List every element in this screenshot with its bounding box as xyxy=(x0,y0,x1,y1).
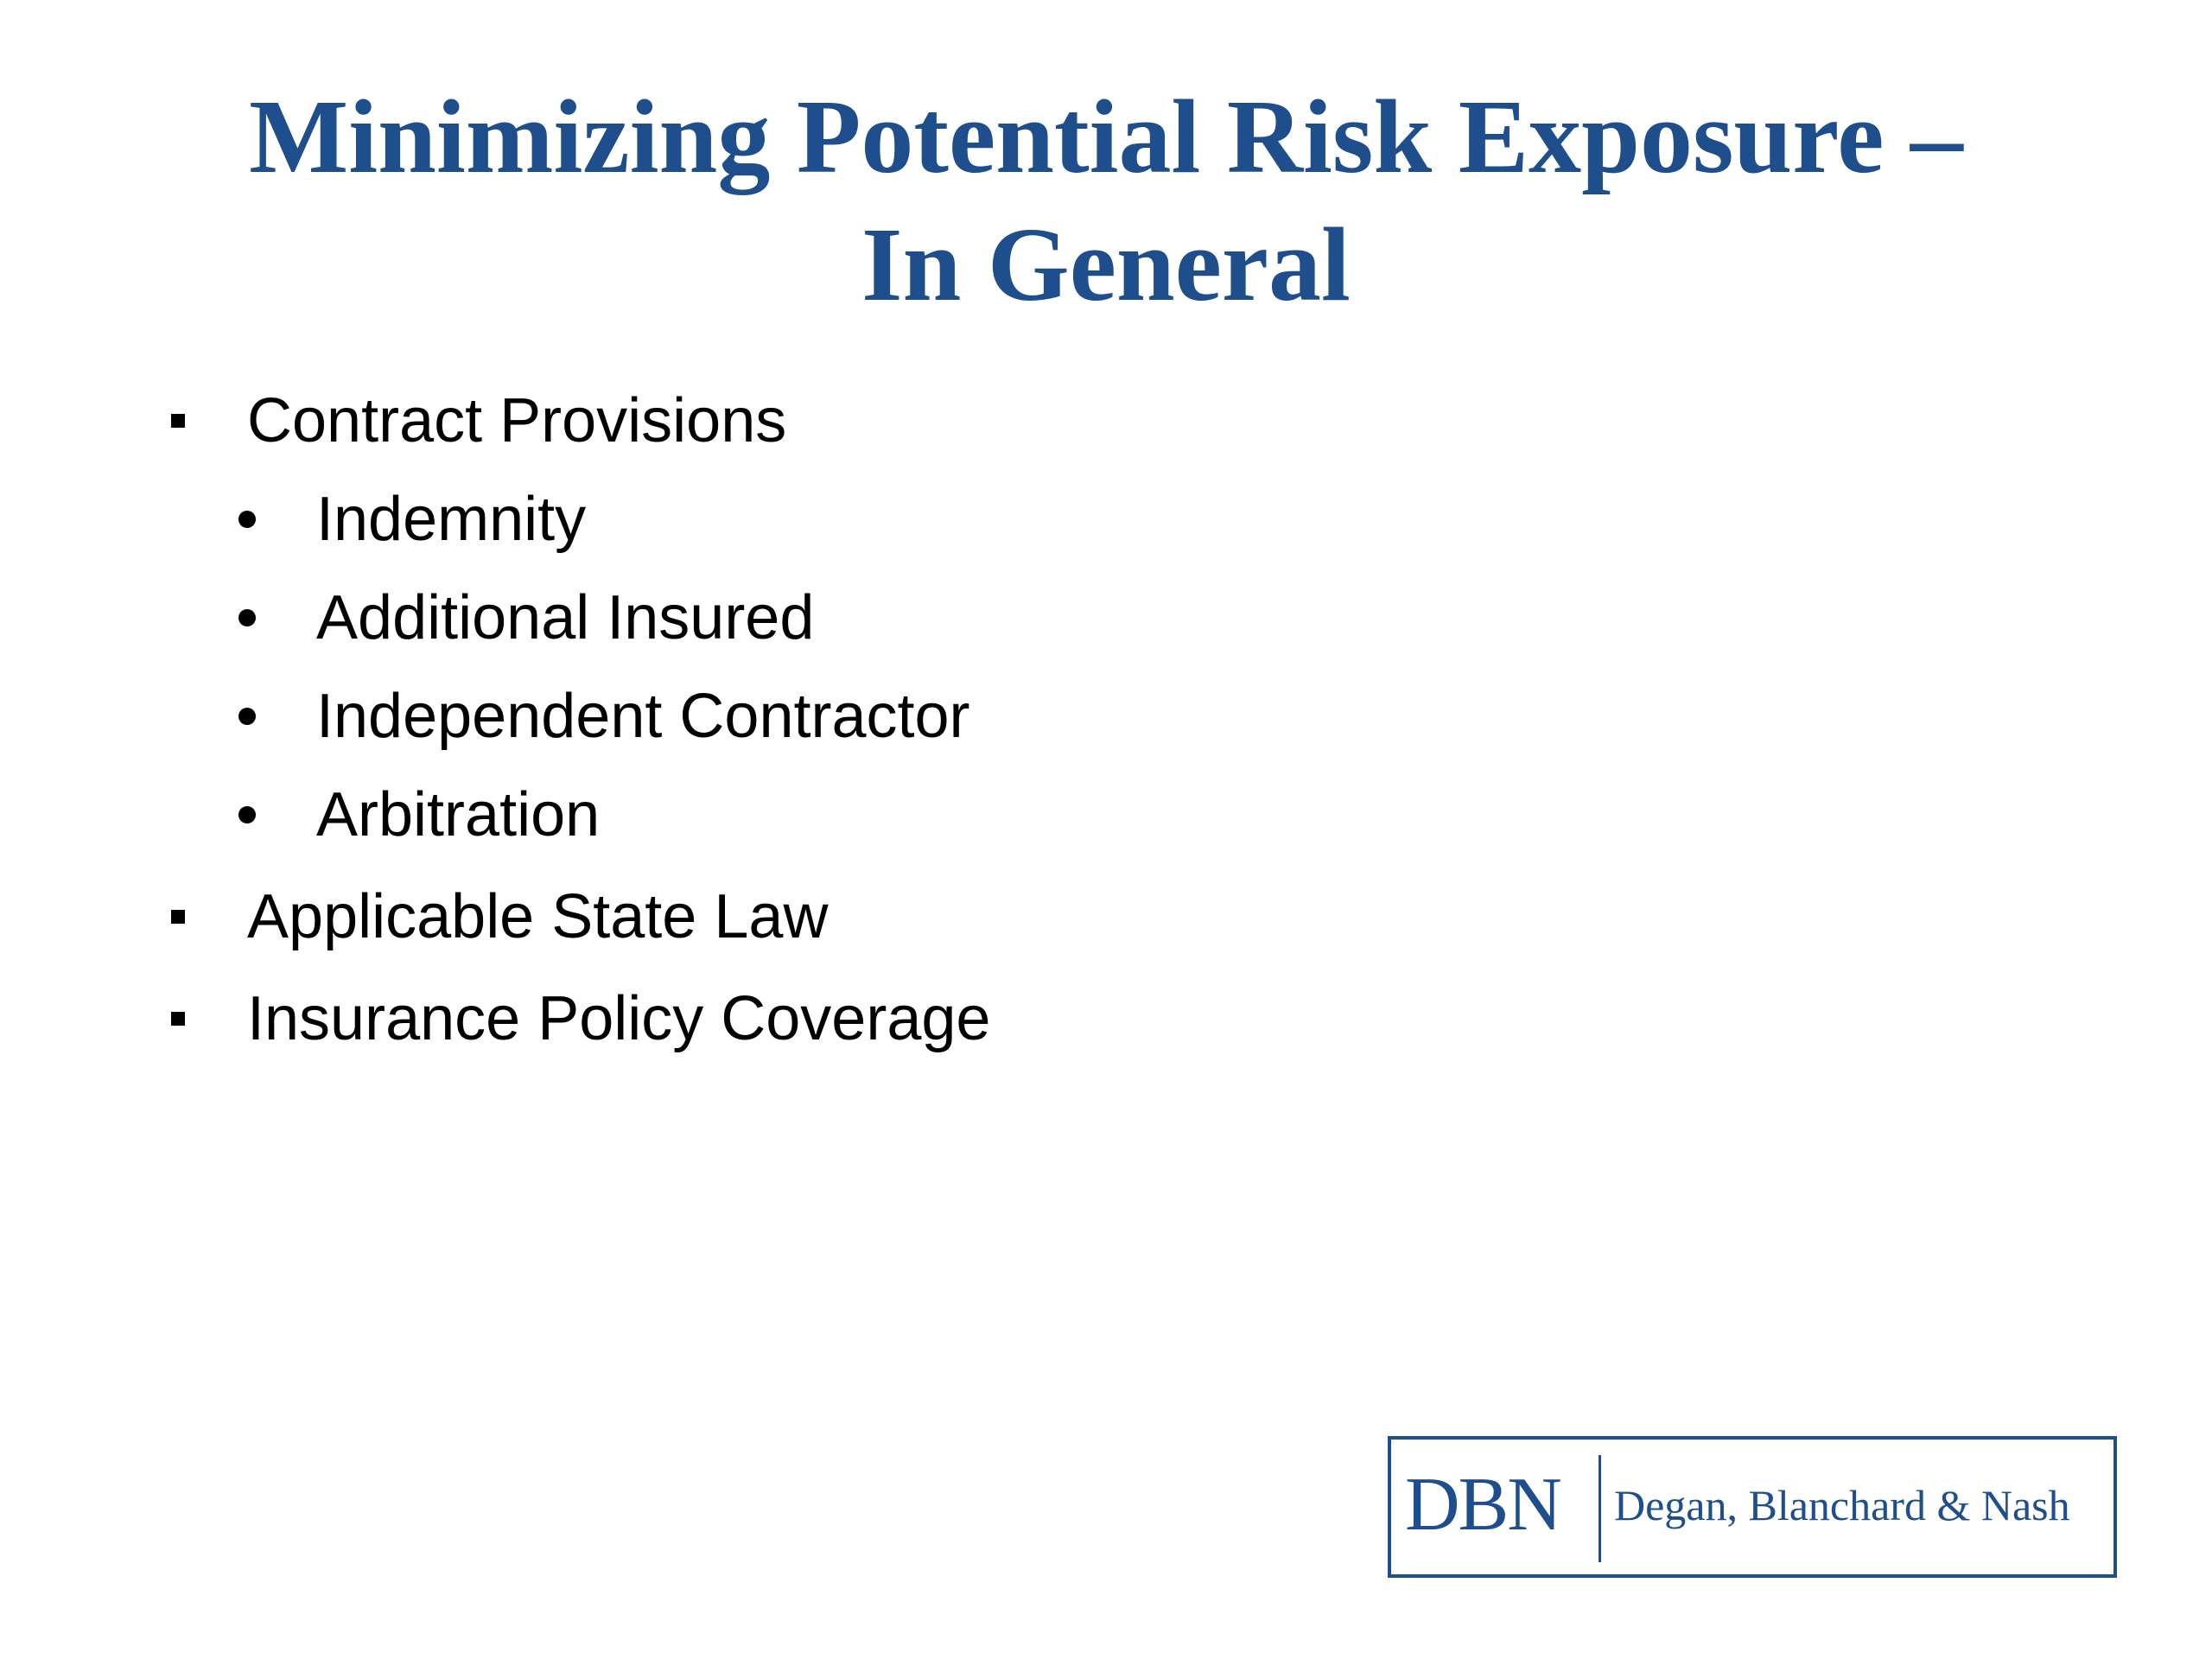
bullet-text: Insurance Policy Coverage xyxy=(247,984,991,1053)
sub-bullet-item xyxy=(316,579,814,657)
square-bullet-icon xyxy=(171,910,185,924)
logo-divider xyxy=(1599,1455,1601,1562)
slide-title-line-2: In General xyxy=(861,207,1351,323)
square-bullet-icon xyxy=(171,414,185,428)
bullet-text: Independent Contractor xyxy=(316,682,970,751)
round-bullet-icon xyxy=(238,511,256,528)
sub-bullet-item xyxy=(316,677,970,755)
bullet-item xyxy=(247,878,828,956)
round-bullet-icon xyxy=(238,708,256,725)
firm-logo xyxy=(1388,1436,2117,1578)
bullet-text: Additional Insured xyxy=(316,583,815,652)
bullet-text: Contract Provisions xyxy=(247,386,787,455)
sub-bullet-item xyxy=(316,776,600,854)
sub-bullet-item xyxy=(316,480,586,558)
square-bullet-icon xyxy=(171,1012,185,1026)
slide-title-line-1: Minimizing Potential Risk Exposure – xyxy=(249,79,1963,195)
bullet-text: Arbitration xyxy=(316,780,601,849)
logo-mark: DBN xyxy=(1405,1463,1560,1547)
bullet-text: Indemnity xyxy=(316,485,587,554)
round-bullet-icon xyxy=(238,806,256,823)
round-bullet-icon xyxy=(238,609,256,626)
bullet-item xyxy=(247,980,990,1058)
logo-firm-name: Degan, Blanchard & Nash xyxy=(1614,1481,2070,1529)
bullet-item xyxy=(247,382,786,460)
bullet-text: Applicable State Law xyxy=(247,882,829,951)
